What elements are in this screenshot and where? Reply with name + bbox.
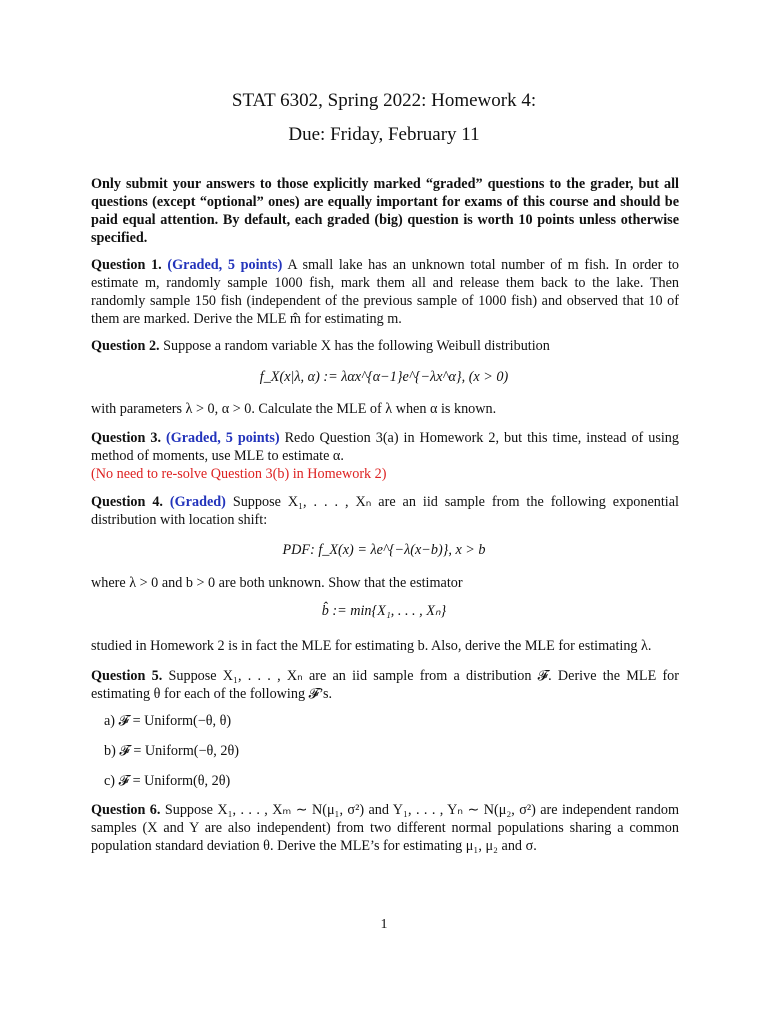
question-4-after-text: studied in Homework 2 is in fact the MLE for estimating b. Also, derive the MLE for estimating λ.: [91, 638, 652, 654]
question-5-item-a: a) 𝓕 = Uniform(−θ, θ): [104, 713, 232, 729]
question-2-after-text: with parameters λ > 0, α > 0. Calculate the MLE of λ when α is known.: [91, 401, 497, 417]
question-4: [91, 493, 679, 529]
question-1: [91, 256, 679, 328]
question-4-text: Suppose X₁, . . . , Xₙ are an iid sample from the following exponential distribution with location shift:: [91, 494, 679, 528]
question-2-label: Question 2.: [91, 338, 160, 354]
question-6-label: Question 6.: [91, 802, 161, 818]
instructions-paragraph: Only submit your answers to those explicitly marked “graded” questions to the grader, but all questions (except “optional” ones) are equally important for exams of this course and should be paid equal attention. By default, each graded (big) question is worth 10 points unless otherwise specified.: [91, 176, 679, 246]
question-6: [91, 801, 679, 855]
question-3-label: Question 3.: [91, 430, 162, 446]
question-2-text: Suppose a random variable X has the following Weibull distribution: [163, 338, 550, 354]
question-5-label: Question 5.: [91, 668, 163, 684]
question-5-text: Suppose X₁, . . . , Xₙ are an iid sample from a distribution 𝓕. Derive the MLE for estimating θ for each of the following 𝓕’s.: [91, 668, 680, 702]
question-5-item-b: b) 𝓕 = Uniform(−θ, 2θ): [104, 743, 240, 759]
weibull-equation: f_X(x|λ, α) := λαx^{α−1}e^{−λx^α}, (x > 0): [259, 369, 509, 385]
page-number: 1: [380, 917, 388, 932]
question-2: [91, 337, 679, 355]
question-3-graded-tag: (Graded, 5 points): [166, 430, 280, 446]
estimator-equation: b̂ := min{X₁, . . . , Xₙ}: [321, 603, 447, 619]
question-1-graded-tag: (Graded, 5 points): [167, 257, 283, 273]
question-4-label: Question 4.: [91, 494, 163, 510]
question-3-text: Redo Question 3(a) in Homework 2, but this time, instead of using method of moments, use MLE to estimate α.: [91, 430, 679, 464]
question-4-graded-tag: (Graded): [169, 494, 226, 510]
question-3-note: (No need to re-solve Question 3(b) in Homework 2): [91, 466, 387, 482]
question-1-label: Question 1.: [91, 257, 162, 273]
due-date: Due: Friday, February 11: [288, 124, 480, 145]
document-title: STAT 6302, Spring 2022: Homework 4:: [231, 90, 537, 111]
question-6-text: Suppose X₁, . . . , Xₘ ∼ N(μ₁, σ²) and Y₁, . . . , Yₙ ∼ N(μ₂, σ²) are independent random samples (X and Y are also independent) from two different normal populations sharing a common population standard deviation θ. Derive the MLE’s for estimating μ₁, μ₂ and σ.: [91, 802, 680, 854]
question-5-item-c: c) 𝓕 = Uniform(θ, 2θ): [104, 773, 231, 789]
question-5: [91, 667, 679, 703]
question-4-middle-text: where λ > 0 and b > 0 are both unknown. Show that the estimator: [91, 575, 463, 591]
pdf-equation: PDF: f_X(x) = λe^{−λ(x−b)}, x > b: [282, 542, 486, 558]
question-1-text: A small lake has an unknown total number of m fish. In order to estimate m, randomly sample 1000 fish, mark them all and release them back to the lake. Then randomly sample 150 fish (independent of the previous sample of 1000 fish) and observed that 10 of them are marked. Derive the MLE m̂ for estimating m.: [91, 257, 680, 327]
question-3: [91, 429, 679, 483]
